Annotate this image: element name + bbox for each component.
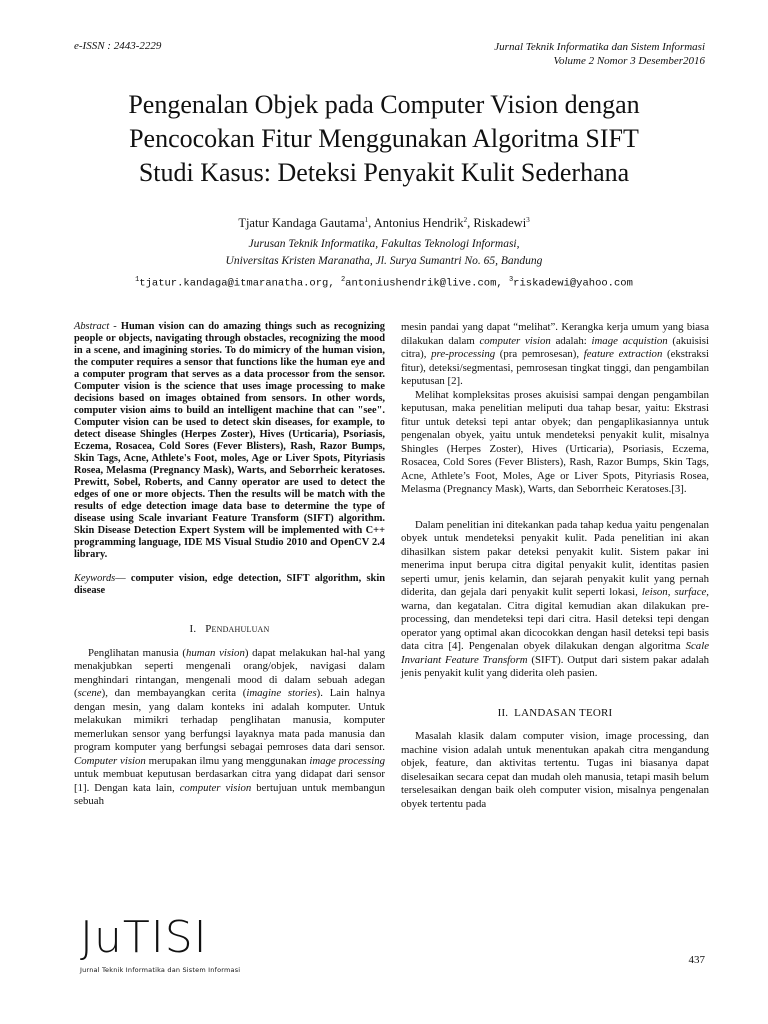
email-1[interactable]: tjatur.kandaga@itmaranatha.org, [139, 277, 341, 290]
email-2-mark: 2 [340, 276, 346, 284]
affiliation-line-2: Universitas Kristen Maranatha, Jl. Surya Sumantri No. 65, Bandung [225, 255, 543, 267]
text-run-italic: image acquistion [591, 334, 668, 347]
text-run: adalah: [550, 334, 592, 347]
text-run: , warna, dan kegatalan. Citra digital kemudian akan dilakukan pre-processing, dan mendeteksi tepi dari citra. Hasil deteksi tepi dengan operator yang optimal akan dicocokkan dengan hasil deteksi tepi basis data citra [4]. Pengenalan obyek dilakukan dengan algoritma [401, 586, 709, 652]
text-run: untuk membuat keputusan berdasarkan citra yang didapat dari sensor [1]. Dengan kata lain, [74, 768, 385, 794]
intro-paragraph-cont [401, 321, 709, 389]
affiliation [0, 236, 768, 270]
issn-header: e-ISSN : 2443-2229 [74, 40, 162, 52]
text-run: merupakan ilmu yang menggunakan [145, 754, 310, 767]
paper-title [40, 88, 728, 190]
author-1: Tjatur Kandaga Gautama [238, 216, 365, 231]
text-run-italic: human vision [185, 646, 245, 659]
paragraph-research-focus [401, 519, 709, 681]
keywords-dash: — [115, 573, 131, 584]
text-run: (ekstraksi fitur), deteksi/segmentasi, pemrosesan tingkat tinggi, dan pengambilan keputusan [2]. [401, 348, 709, 387]
keywords [74, 573, 385, 597]
paragraph-complexity: Melihat kompleksitas proses akuisisi sampai dengan pengambilan keputusan, maka penelitian meliputi dua tahap besar, yaitu: Ekstrasi fitur untuk deteksi tepi antar obyek; dan pengaplikasiannya untuk pengenalan obyek, yaitu untuk mendeteksi penyakit kulit, misalnya Shingles (Herpes Zoster), Hives (Urticaria), Psoriasis, Eczema, Rosacea, Cold Sores (Fever Blisters), Rash, Razor Bumps, Skin Tags, Acne, Athlete’s Foot, Moles, Age or Liver Spots, Pityriasis Rosea, Melasma (Pregnancy Mask), Warts, dan Seborrheic Keratoses.[3]. [401, 388, 709, 495]
left-column [74, 321, 385, 809]
text-run: (pra pemrosesan), [495, 348, 584, 360]
keywords-label: Keywords [74, 573, 116, 584]
text-run: (akuisisi citra), [401, 334, 709, 360]
text-run: ) dapat melakukan hal-hal yang menakjubkan seperti mengenali orang/objek, navigasi dalam menghindari rintangan, mengenali mood di dalam sebuah adegan ( [74, 646, 385, 699]
section-2-title: LANDASAN TEORI [514, 706, 613, 719]
section-1-number: I. [189, 623, 197, 635]
author-sep: , [368, 216, 374, 231]
text-run-italic: image processing [309, 754, 385, 767]
email-2[interactable]: antoniushendrik@live.com, [345, 277, 509, 290]
email-3-mark: 3 [508, 276, 514, 284]
text-run: Penglihatan manusia ( [88, 646, 186, 659]
text-run-italic: scene [77, 687, 102, 699]
author-1-mark: 1 [364, 216, 369, 224]
paragraph-theory: Masalah klasik dalam computer vision, image processing, dan machine vision adalah untuk menentukan apakah citra mengandung objek, feature, dan aktivitas tertentu. Tugas ini biasanya dapat diselesaikan secara cepat dan mudah oleh manusia, tetapi masih belum terselesaikan dengan baik oleh computer vision, misalnya pengenalan obyek tertentu pada [401, 730, 709, 810]
author-3: Riskadewi [473, 216, 527, 231]
text-run: (SIFT). Output dari sistem pakar adalah jenis penyakit kulit yang diderita oleh pasien. [401, 653, 709, 679]
text-run-italic: computer vision [179, 781, 252, 794]
text-run-italic: feature extraction [583, 348, 663, 360]
text-run: mesin pandai yang dapat “melihat”. Kerangka kerja umum yang biasa dilakukan dalam [401, 321, 709, 347]
section-2-number: II. [497, 706, 509, 719]
author-3-mark: 3 [526, 216, 530, 224]
intro-paragraph [74, 647, 385, 809]
author-2-mark: 2 [463, 216, 468, 224]
right-column [401, 321, 709, 811]
author-sep: , [467, 216, 474, 231]
jutisi-logo: JuTISI [80, 912, 208, 963]
text-run-italic: pre-processing [431, 348, 496, 360]
abstract-text: Human vision can do amazing things such as recognizing people or objects, navigating through obstacles, recognizing the mood in a scene, and imagining stories. To do mimicry of the human vision, the computer requires a sensor that functions like the human eye and a computer program that serves as a data processor from the sensor. Computer vision is the science that uses image processing to make decisions based on images obtained from sensors. In other words, computer vision aims to build an intelligent machine that can "see". Computer vision can be used to detect skin diseases, for example, to detect disease Shingles (Herpes Zoster), Hives (Urticaria), Psoriasis, Eczema, Rosacea, Cold Sores (Fever Blisters), Rash, Razor Bumps, Skin Tags, Acne, Athlete's Foot, moles, Age or Liver Spots, Pityriasis Rosea, Melasma (Pregnancy Mask), Warts, and Seborrheic keratoses. Prewitt, Sobel, Roberts, and Canny operator are used to detect the edges of one or more objects. Then the results will be match with the results of edge detection image data base to determine the type of disease using Scale invariant Feature Transform (SIFT) algorithm. Skin Disease Detection Expert System will be implemented with C++ programming language, IDE MS Visual Studio 2010 and OpenCV 2.4 library. [74, 321, 385, 560]
email-3[interactable]: riskadewi@yahoo.com [513, 277, 633, 290]
text-run: bertujuan untuk membangun sebuah [74, 781, 385, 807]
text-run-italic: imagine stories [246, 687, 317, 699]
jutisi-logo-subtitle: Jurnal Teknik Informatika dan Sistem Informasi [80, 966, 241, 974]
keywords-text: computer vision, edge detection, SIFT algorithm, skin disease [74, 573, 385, 596]
title-line-2: Pencocokan Fitur Menggunakan Algoritma SIFT [129, 124, 639, 153]
affiliation-line-1: Jurusan Teknik Informatika, Fakultas Teknologi Informasi, [248, 238, 520, 250]
author-list [0, 216, 768, 231]
section-2-heading [401, 707, 709, 721]
email-1-mark: 1 [135, 276, 140, 284]
text-run: ), dan membayangkan cerita ( [101, 687, 247, 699]
text-run-italic: computer vision [479, 334, 551, 347]
abstract [74, 321, 385, 561]
text-run: Dalam penelitian ini ditekankan pada tahap kedua yaitu pengenalan obyek untuk mendeteksi penyakit kulit. Pada penelitian ini akan dihasilkan sistem pakar deteksi penyakit kulit. Sistem pakar ini menerima input berupa citra digital penyakit kulit, identitas pasien seperti umur, jenis kelamin, dan sejarah penyakit kulit yang pernah diderita, dan gejala dari penyakit kulit seperti lokasi, [401, 518, 709, 598]
author-2: Antonius Hendrik [373, 216, 464, 231]
text-run-italic: leison, surface [641, 586, 707, 598]
journal-volume: Volume 2 Nomor 3 Desember2016 [553, 55, 705, 67]
text-run-italic: Computer vision [74, 754, 146, 767]
title-line-3: Studi Kasus: Deteksi Penyakit Kulit Sederhana [138, 158, 630, 187]
text-run-italic: Scale Invariant Feature Transform [401, 640, 709, 666]
author-emails [0, 276, 768, 290]
text-run: ). Lain halnya dengan mesin, yang dalam konteks ini adalah komputer. Untuk melakukan mimikri terhadap penglihatan manusia, komputer memerlukan sensor yang berfungsi layaknya mata pada manusia dan program komputer yang berfungsi sebagai pemroses data dari sensor. [74, 687, 386, 753]
journal-name: Jurnal Teknik Informatika dan Sistem Informasi [494, 41, 705, 53]
title-line-1: Pengenalan Objek pada Computer Vision dengan [128, 90, 640, 119]
page-number: 437 [688, 954, 705, 966]
section-1-title: Pendahuluan [205, 623, 270, 635]
abstract-label: Abstract - [74, 321, 121, 332]
section-1-heading [74, 623, 385, 637]
journal-header [494, 40, 705, 68]
